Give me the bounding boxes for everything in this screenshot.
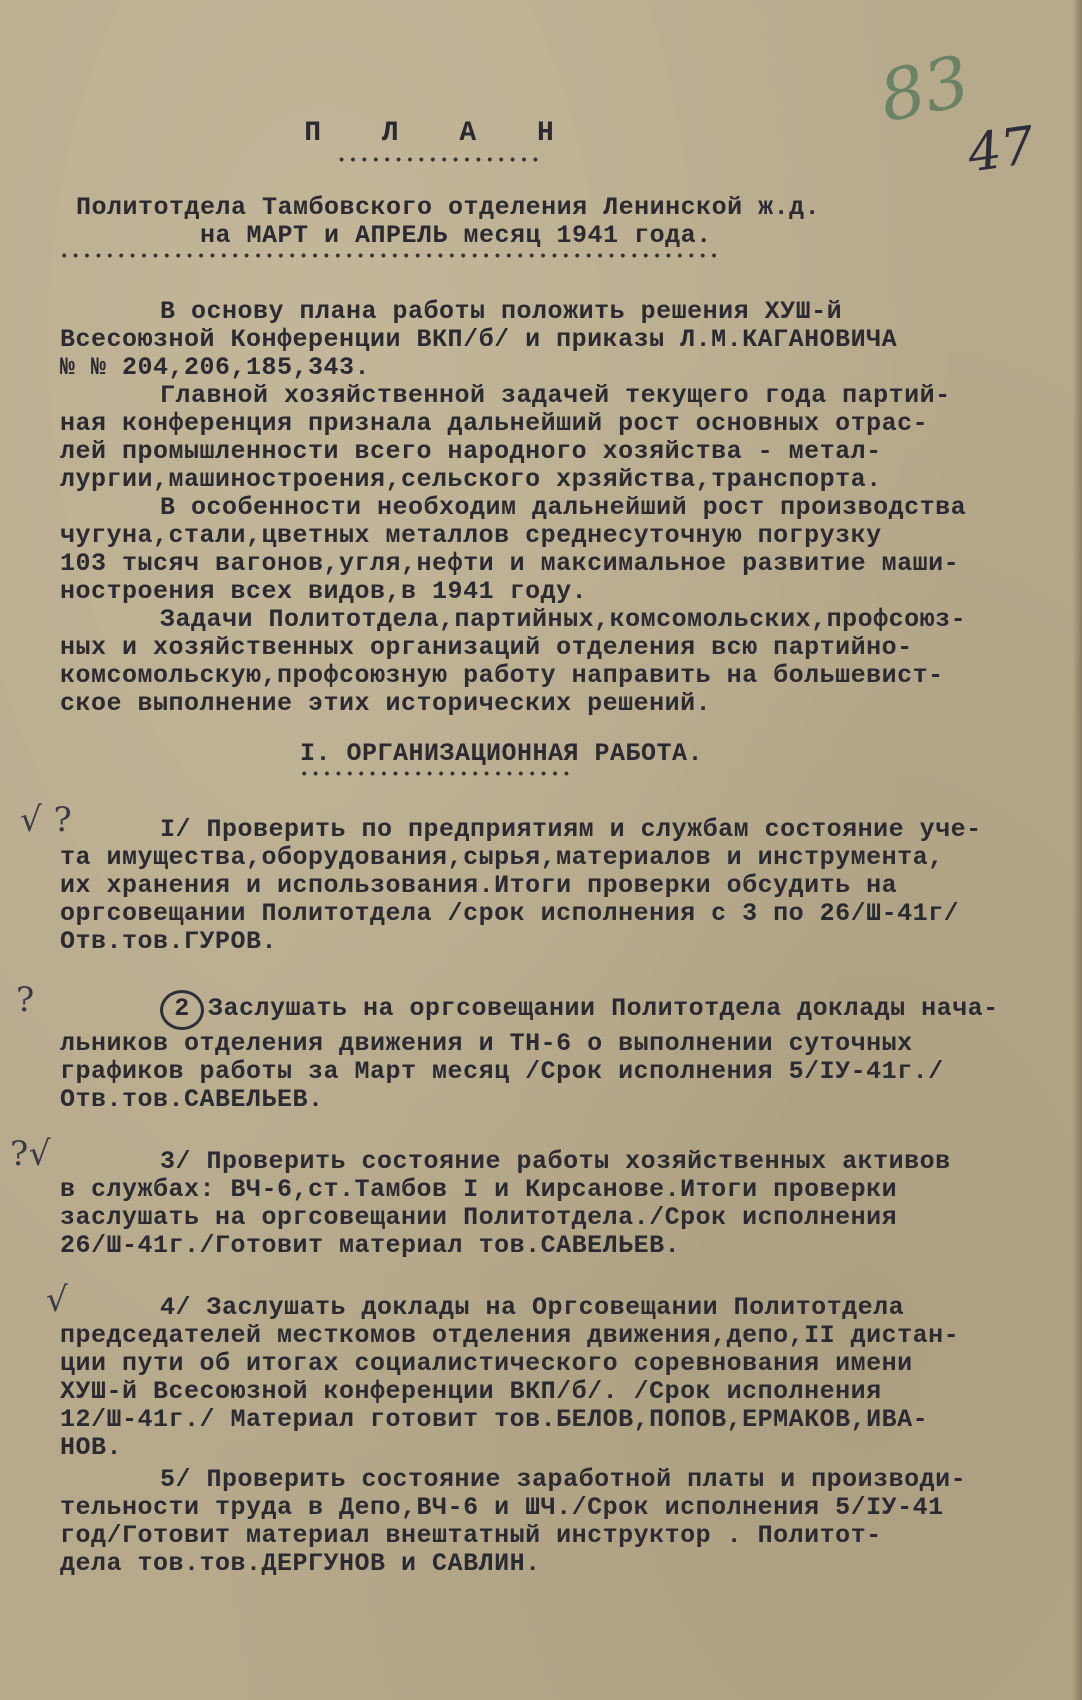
intro-line: № № 204,206,185,343. xyxy=(60,353,371,382)
paper-edge xyxy=(1072,0,1082,1700)
item-line: ции пути об итогах социалистического соревнования имени xyxy=(60,1349,913,1378)
item-line: оргсовещании Политотдела /срок исполнения с 3 по 26/Ш-41г/ xyxy=(60,899,960,928)
item-line: графиков работы за Март месяц /Срок исполнения 5/IУ-41г./ xyxy=(60,1057,944,1086)
plan-item-4 xyxy=(46,1280,1060,1462)
intro-line: ных и хозяйственных организаций отделения всю партийно- xyxy=(60,633,913,662)
subtitle-line-1: Политотдела Тамбовского отделения Ленинской ж.д. xyxy=(76,193,821,222)
intro-line: ная конференция признала дальнейший рост основных отрас- xyxy=(60,409,929,438)
section-underline: •••••••••••••••••••••••• xyxy=(300,767,574,783)
circled-number: 2 xyxy=(160,990,204,1030)
title-underline: •••••••••••••••••• xyxy=(337,153,543,169)
section-heading: I. ОРГАНИЗАЦИОННАЯ РАБОТА. xyxy=(300,739,704,768)
intro-line: чугуна,стали,цветных металлов среднесуточную погрузку xyxy=(60,521,882,550)
document-title: П Л А Н xyxy=(304,118,576,149)
intro-line: комсомольскую,профсоюзную работу направить на большевист- xyxy=(60,661,944,690)
subtitle-line-2: на МАРТ и АПРЕЛЬ месяц 1941 года. xyxy=(200,221,712,250)
intro-line: В особенности необходим дальнейший рост производства xyxy=(160,493,967,522)
item-line: председателей месткомов отделения движения,депо,II дистан- xyxy=(60,1321,960,1350)
item-line: тельности труда в Депо,ВЧ-6 и ШЧ./Срок исполнения 5/IУ-41 xyxy=(60,1493,944,1522)
item-line: ХУШ-й Всесоюзной конференции ВКП/б/. /Срок исполнения xyxy=(60,1377,882,1406)
subtitle-underline: •••••••••••••••••••••••••••••••••••••••••••••••••••••••••• xyxy=(60,249,722,265)
item-line: I/ Проверить по предприятиям и службам состояние уче- xyxy=(160,815,982,844)
intro-line: Задачи Политотдела,партийных,комсомольских,профсоюз- xyxy=(160,605,967,634)
intro-line: ностроения всех видов,в 1941 году. xyxy=(60,577,588,606)
intro-line: В основу плана работы положить решения ХУШ-й xyxy=(160,297,843,326)
document-body xyxy=(10,118,1060,1578)
item-line: льников отделения движения и ТН-6 о выполнении суточных xyxy=(60,1029,913,1058)
intro-paragraph xyxy=(60,298,1060,718)
intro-line: ское выполнение этих исторических решений. xyxy=(60,689,712,718)
item-line: та имущества,оборудования,сырья,материалов и инструмента, xyxy=(60,843,944,872)
item-line-text: Заслушать на оргсовещании Политотдела доклады нача- xyxy=(208,994,999,1023)
item-line: Отв.тов.ГУРОВ. xyxy=(60,927,278,956)
plan-item-2 xyxy=(16,980,1060,1114)
checkmark-annotation: √ ? xyxy=(20,800,73,840)
item-line xyxy=(60,990,1060,1030)
handwritten-page-number: 47 xyxy=(964,115,1039,185)
checkmark-annotation: √ xyxy=(46,1280,69,1320)
item-line: 12/Ш-41г./ Материал готовит тов.БЕЛОВ,ПОПОВ,ЕРМАКОВ,ИВА- xyxy=(60,1405,929,1434)
item-line: дела тов.тов.ДЕРГУНОВ и САВЛИН. xyxy=(60,1549,541,1578)
item-line: в службах: ВЧ-6,ст.Тамбов I и Кирсанове.Итоги проверки xyxy=(60,1175,898,1204)
intro-line: Всесоюзной Конференции ВКП/б/ и приказы Л.М.КАГАНОВИЧА xyxy=(60,325,898,354)
intro-line: Главной хозяйственной задачей текущего года партий- xyxy=(160,381,951,410)
intro-line: лургии,машиностроения,сельского хрзяйства,транспорта. xyxy=(60,465,882,494)
intro-line: 103 тысяч вагонов,угля,нефти и максимальное развитие маши- xyxy=(60,549,960,578)
item-line: 3/ Проверить состояние работы хозяйственных активов xyxy=(160,1147,951,1176)
plan-item-3 xyxy=(10,1134,1060,1260)
question-annotation: ? xyxy=(16,980,35,1020)
checkmark-annotation: ?√ xyxy=(10,1134,51,1174)
item-line: НОВ. xyxy=(60,1433,123,1462)
item-line: 5/ Проверить состояние заработной платы и производи- xyxy=(160,1465,967,1494)
item-line: 4/ Заслушать доклады на Оргсовещании Политотдела xyxy=(160,1293,905,1322)
item-line: их хранения и использования.Итоги проверки обсудить на xyxy=(60,871,898,900)
item-line: 26/Ш-41г./Готовит материал тов.САВЕЛЬЕВ. xyxy=(60,1231,681,1260)
plan-item-1 xyxy=(20,800,1060,956)
plan-item-5 xyxy=(60,1466,1060,1578)
item-line: Отв.тов.САВЕЛЬЕВ. xyxy=(60,1085,324,1114)
item-line: заслушать на оргсовещании Политотдела./Срок исполнения xyxy=(60,1203,898,1232)
intro-line: лей промышленности всего народного хозяйства - метал- xyxy=(60,437,882,466)
archive-stamp-number: 83 xyxy=(872,39,977,139)
item-line: год/Готовит материал внештатный инструктор . Политот- xyxy=(60,1521,882,1550)
